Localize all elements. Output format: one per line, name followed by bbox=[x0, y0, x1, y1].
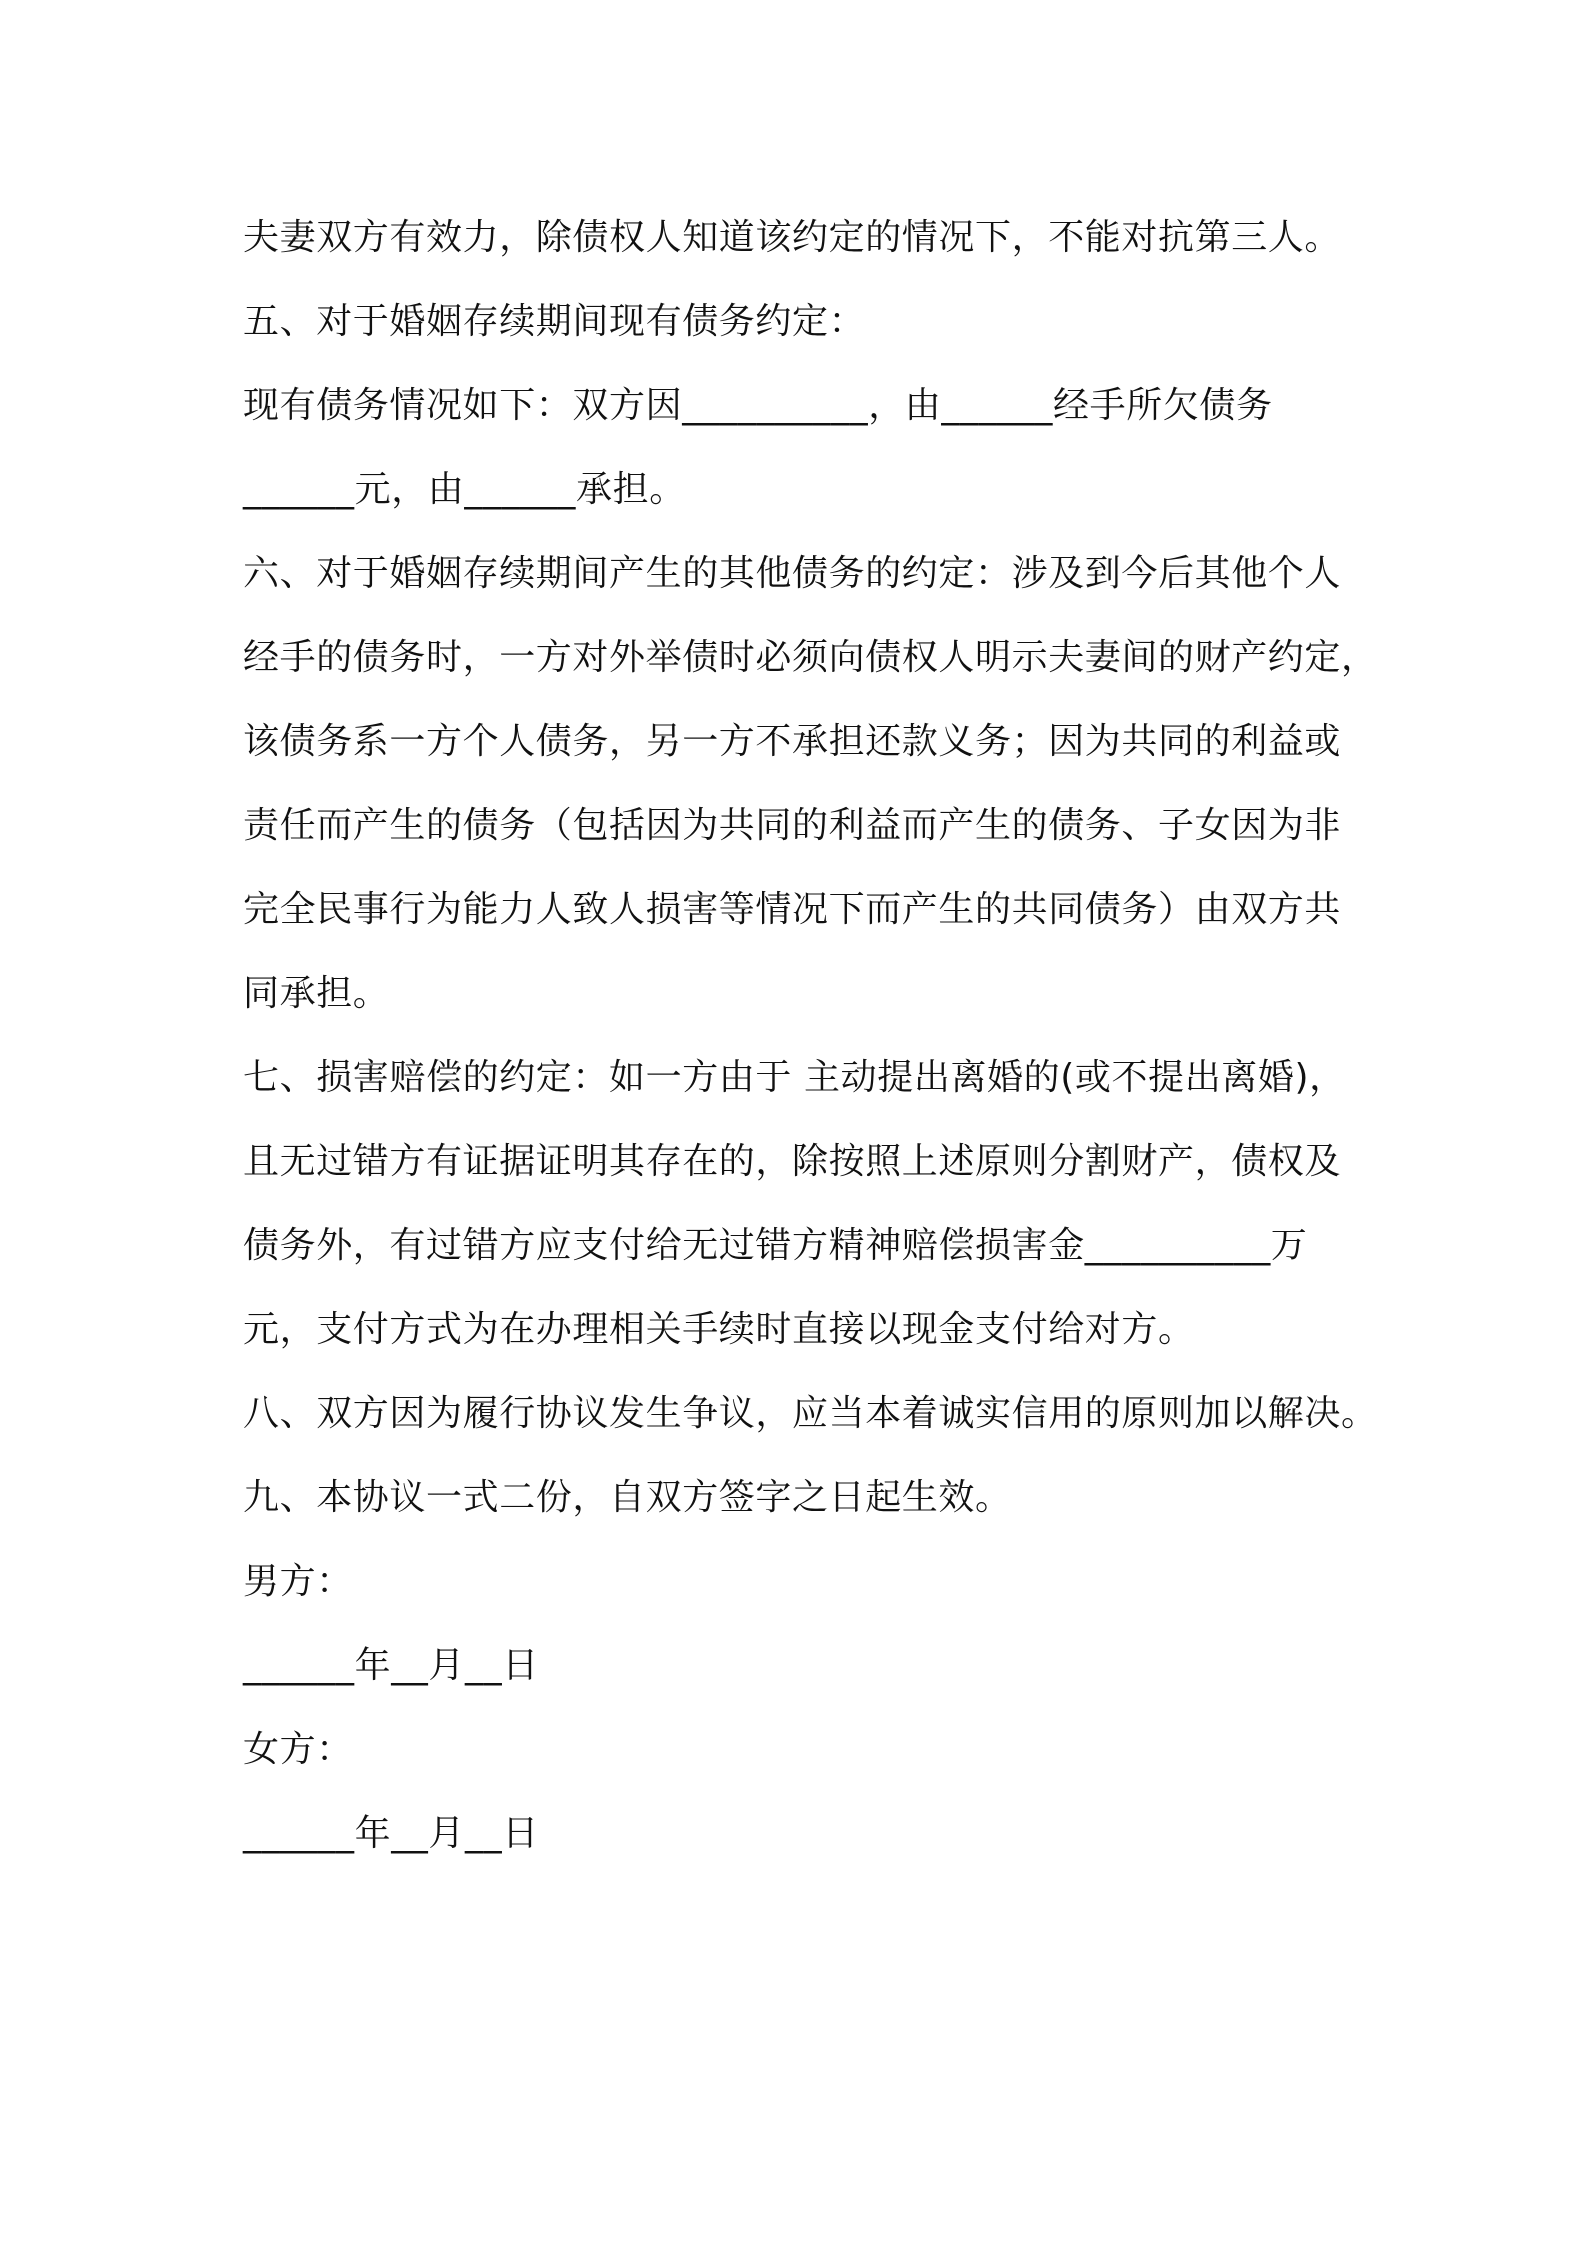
section-6-line-4: 责任而产生的债务（包括因为共同的利益而产生的债务、子女因为非 bbox=[243, 805, 1342, 846]
section-5-heading: 五、对于婚姻存续期间现有债务约定： bbox=[243, 301, 866, 342]
section-7-line-2: 且无过错方有证据证明其存在的，除按照上述原则分割财产，债权及 bbox=[243, 1141, 1342, 1182]
section-6-line-2: 经手的债务时，一方对外举债时必须向债权人明示夫妻间的财产约定， bbox=[243, 637, 1378, 678]
section-7-line-4: 元，支付方式为在办理相关手续时直接以现金支付给对方。 bbox=[243, 1309, 1195, 1350]
section-6-line-3: 该债务系一方个人债务，另一方不承担还款义务；因为共同的利益或 bbox=[243, 721, 1342, 762]
husband-signature-label: 男方： bbox=[243, 1561, 353, 1602]
section-6-line-6: 同承担。 bbox=[243, 973, 390, 1014]
existing-debt-line-2: ______元，由______承担。 bbox=[243, 469, 686, 510]
section-9: 九、本协议一式二份，自双方签字之日起生效。 bbox=[243, 1477, 1012, 1518]
section-7-line-1: 七、损害赔偿的约定：如一方由于 主动提出离婚的(或不提出离婚)， bbox=[243, 1057, 1346, 1098]
section-6-line-5: 完全民事行为能力人致人损害等情况下而产生的共同债务）由双方共 bbox=[243, 889, 1342, 930]
section-7-line-3: 债务外，有过错方应支付给无过错方精神赔偿损害金__________万 bbox=[243, 1225, 1308, 1266]
existing-debt-line-1: 现有债务情况如下：双方因__________，由______经手所欠债务 bbox=[243, 385, 1273, 426]
agreement-text bbox=[243, 196, 1378, 1876]
husband-date-line: ______年__月__日 bbox=[243, 1645, 539, 1686]
wife-date-line: ______年__月__日 bbox=[243, 1813, 539, 1854]
section-6-line-1: 六、对于婚姻存续期间产生的其他债务的约定：涉及到今后其他个人 bbox=[243, 553, 1342, 594]
section-8: 八、双方因为履行协议发生争议，应当本着诚实信用的原则加以解决。 bbox=[243, 1393, 1378, 1434]
text-line-husband-wife-effect: 夫妻双方有效力，除债权人知道该约定的情况下，不能对抗第三人。 bbox=[243, 217, 1342, 258]
wife-signature-label: 女方： bbox=[243, 1729, 353, 1770]
